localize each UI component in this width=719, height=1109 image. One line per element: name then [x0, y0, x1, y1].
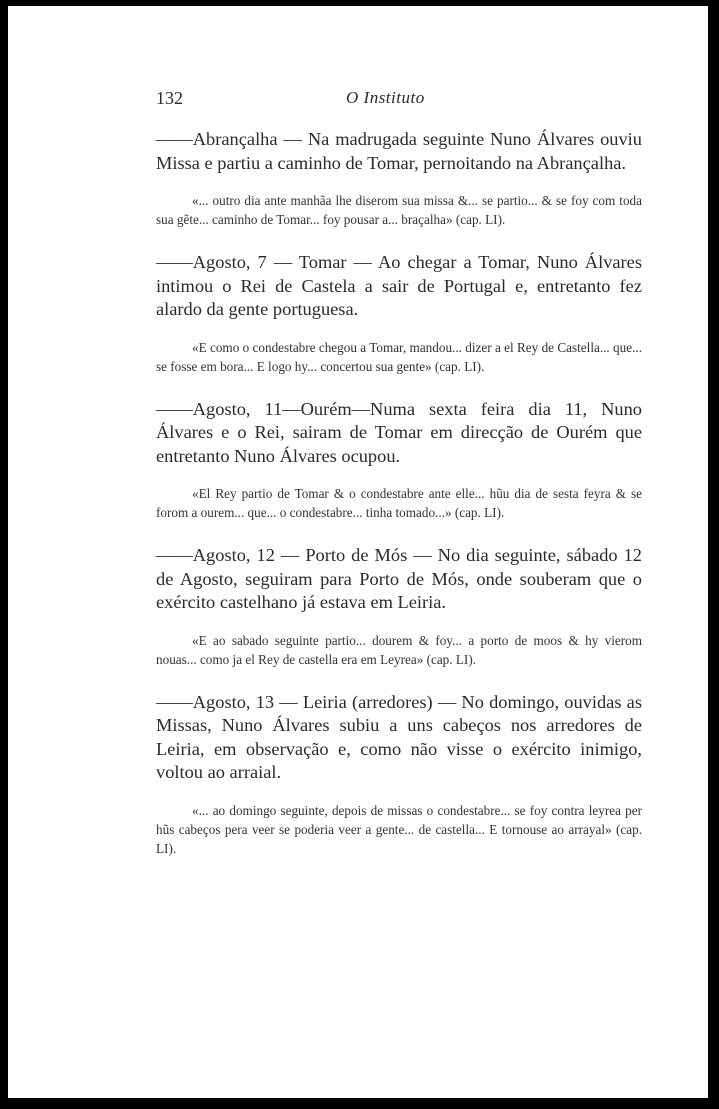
entry-text: ——Agosto, 12 — Porto de Mós — No dia seguinte, sábado 12 de Agosto, seguiram para Porto de Mós, onde souberam que o exército castelhano já estava em Leiria.	[156, 545, 642, 612]
entry-ourem	[156, 398, 642, 523]
entry-text: ——Agosto, 11—Ourém—Numa sexta feira dia 11, Nuno Álvares e o Rei, sairam de Tomar em direcção de Ourém que entretanto Nuno Álvares ocupou.	[156, 398, 642, 466]
page-number: 132	[156, 88, 183, 108]
entry-text: ——Abrançalha — Na madrugada seguinte Nuno Álvares ouviu Missa e partiu a caminho de Tomar, pernoitando na Abrançalha.	[156, 129, 642, 173]
entry-leiria	[156, 691, 642, 858]
chronology-entries	[156, 128, 642, 880]
entry-tomar	[156, 251, 642, 376]
entry-quote: «E como o condestabre chegou a Tomar, mandou... dizer a el Rey de Castella... que... se fosse em bora... E logo hy... concertou sua gente» (cap. LI).	[156, 339, 642, 374]
entry-text: ——Agosto, 13 — Leiria (arredores) — No domingo, ouvidas as Missas, Nuno Álvares subiu a uns cabeços nos arredores de Leiria, em observação e, como não visse o exército inimigo, voltou ao arraial.	[156, 691, 642, 782]
page-header	[156, 88, 636, 112]
entry-text: ——Agosto, 7 — Tomar — Ao chegar a Tomar, Nuno Álvares intimou o Rei de Castela a sair de Portugal e, entretanto fez alardo da gente portuguesa.	[156, 252, 642, 319]
entry-porto-de-mos	[156, 544, 642, 669]
entry-quote: «E ao sabado seguinte partio... dourem & foy... a porto de moos & hy vierom nouas... como ja el Rey de castella era em Leyrea» (cap. LI).	[156, 632, 642, 667]
running-title: O Instituto	[346, 88, 425, 107]
entry-abrancalha	[156, 128, 642, 229]
entry-quote: «... ao domingo seguinte, depois de missas o condestabre... se foy contra leyrea per hũs cabeços pera veer se poderia veer a gente... de castella... E tornouse ao arrayal» (cap. LI).	[156, 802, 642, 856]
entry-quote: «... outro dia ante manhãa lhe diserom sua missa &... se partio... & se foy com toda sua gẽte... caminho de Tomar... foy pousar a... braçalha» (cap. LI).	[156, 193, 642, 227]
book-page	[8, 6, 708, 1098]
entry-quote: «El Rey partio de Tomar & o condestabre ante elle... hũu dia de sesta feyra & se forom a ourem... que... o condestabre... tinha tomado...» (cap. LI).	[156, 486, 642, 520]
